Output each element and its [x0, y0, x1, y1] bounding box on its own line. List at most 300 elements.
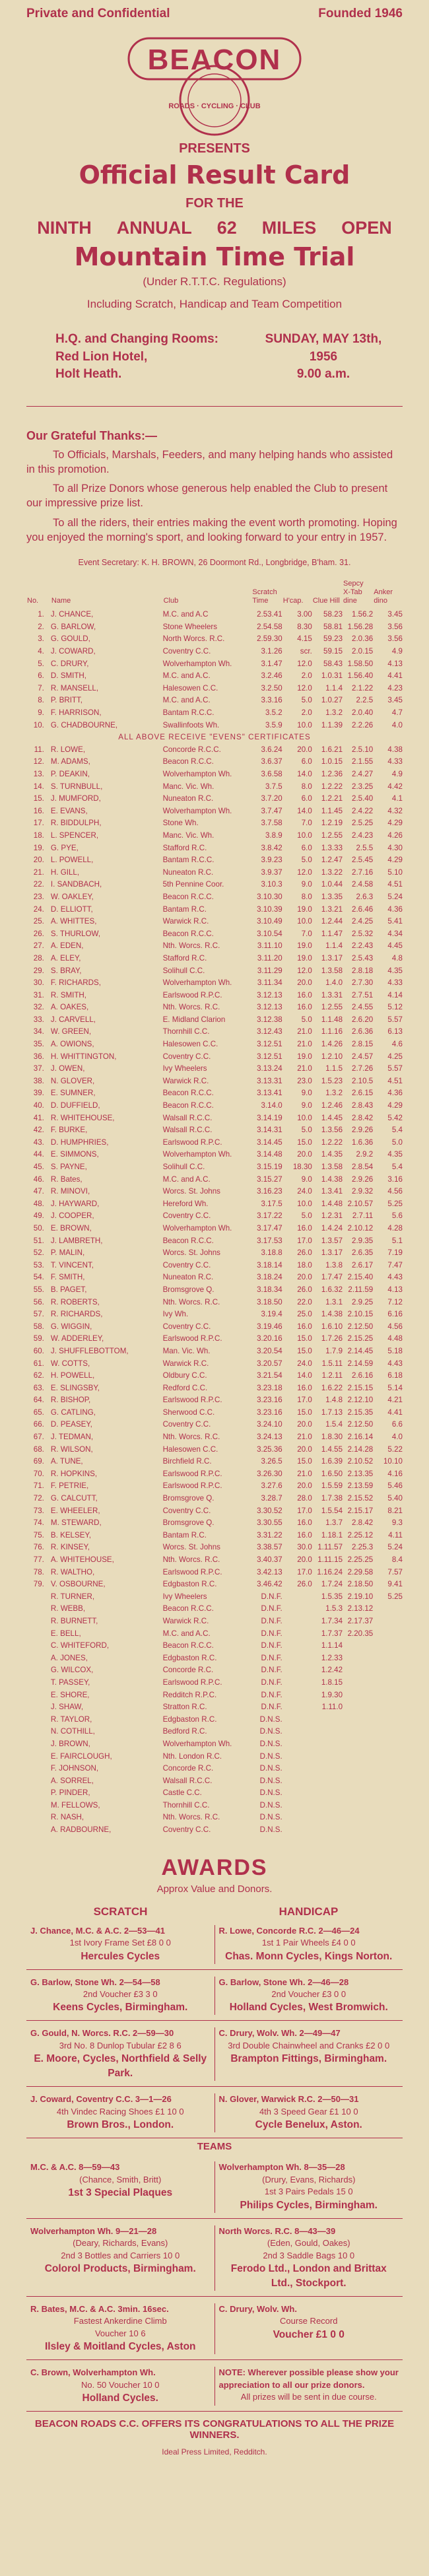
table-row — [26, 1345, 403, 1358]
award-right — [214, 1925, 403, 1964]
rider-name: R. HOPKINS, — [50, 1469, 98, 1478]
rider-number: 38. — [33, 1076, 44, 1085]
handicap: 5.0 — [301, 1126, 312, 1135]
table-row — [26, 1001, 403, 1014]
rider-name: R. WEBB, — [50, 1604, 86, 1613]
col-header: Anker dino — [374, 588, 393, 605]
rider-name: P. MALIN, — [50, 1248, 85, 1258]
award-line: C. Brown, Wolverhampton Wh. — [30, 2367, 156, 2378]
clue-hill-split: 1.3.17 — [321, 1248, 343, 1258]
evens-certificates-note: ALL ABOVE RECEIVE "EVENS" CERTIFICATES — [118, 733, 311, 742]
ankerdine-split: 5.10 — [387, 867, 403, 877]
ankerdine-split: 4.41 — [387, 671, 403, 681]
scratch-time: 3.40.37 — [257, 1555, 282, 1565]
sepcy-split: 2.5.10 — [352, 745, 374, 754]
rider-club: Wolverhampton Wh. — [162, 978, 232, 988]
award-right — [214, 1977, 403, 2016]
table-row — [26, 1664, 403, 1677]
award-line: (Drury, Evans, Richards) — [262, 2174, 356, 2185]
award-right — [214, 2225, 403, 2291]
clue-hill-split: 1.6.32 — [321, 1285, 343, 1294]
clue-hill-split: 1.0.31 — [321, 671, 343, 681]
scratch-time: D.N.F. — [261, 1604, 282, 1613]
ankerdine-split: 4.11 — [388, 1530, 403, 1540]
award-left — [26, 1925, 214, 1964]
ankerdine-split — [373, 1689, 403, 1702]
rider-name: G. GOULD, — [50, 634, 90, 644]
clue-hill-split: 58.81 — [323, 622, 343, 631]
scratch-time: 3.42.13 — [257, 1567, 282, 1576]
table-row — [26, 1100, 403, 1112]
sepcy-split — [343, 1677, 373, 1689]
clue-hill-split: 1.7.24 — [321, 1580, 343, 1589]
event-word: OPEN — [341, 218, 392, 238]
handicap: 17.0 — [297, 1506, 312, 1515]
ankerdine-split: 4.16 — [387, 1469, 403, 1478]
sepcy-split: 2.12.50 — [347, 1420, 374, 1429]
table-row — [26, 609, 403, 621]
award-line: Holland Cycles. — [82, 2392, 158, 2404]
handicap: 3.00 — [297, 610, 312, 619]
handicap: 14.0 — [297, 770, 312, 779]
rider-number — [26, 1615, 51, 1628]
clue-hill-split: 1.2.55 — [321, 1003, 343, 1012]
sepcy-split — [343, 1751, 373, 1763]
sepcy-split: 2.4.58 — [352, 880, 374, 889]
handicap — [282, 1775, 312, 1788]
scratch-time: 2.54.58 — [257, 622, 282, 631]
rider-name: A. SORREL, — [50, 1776, 94, 1785]
clue-hill-split: 58.23 — [323, 610, 343, 619]
hq-label: H.Q. and Changing Rooms: — [55, 332, 218, 346]
rider-name: P. BRITT, — [50, 696, 83, 705]
table-row — [26, 1456, 403, 1468]
scratch-time: 3.13.41 — [257, 1089, 282, 1098]
sepcy-split — [343, 1640, 373, 1652]
rider-number: 48. — [33, 1199, 44, 1208]
rider-club: Coventry C.C. — [162, 1420, 211, 1429]
scratch-time: 3.6.58 — [261, 770, 282, 779]
clue-hill-split: 1.3.21 — [321, 904, 343, 914]
award-line: Voucher £1 0 0 — [273, 2328, 345, 2340]
clue-hill-split: 1.2.47 — [321, 856, 343, 865]
award-left — [26, 2093, 214, 2132]
sepcy-split: 2.12.10 — [347, 1396, 374, 1405]
event-line — [26, 218, 403, 238]
table-row — [26, 1615, 403, 1628]
handicap: 15.0 — [297, 1346, 312, 1355]
award-line: M.C. & A.C. 8—59—43 — [30, 2162, 120, 2173]
rider-name: M. FELLOWS, — [50, 1800, 100, 1810]
rider-number: 45. — [33, 1163, 44, 1172]
rider-club: North Worcs. R.C. — [162, 634, 225, 644]
sepcy-split: 2.18.50 — [347, 1580, 374, 1589]
rider-name: N. GLOVER, — [50, 1076, 95, 1085]
rider-number: 3. — [38, 634, 44, 644]
date-line: 9.00 a.m. — [296, 367, 350, 382]
clue-hill-split: 1.0.15 — [321, 757, 343, 766]
handicap: 15.0 — [297, 1407, 312, 1417]
scratch-time: 3.20.57 — [257, 1359, 282, 1368]
handicap: 14.0 — [297, 806, 312, 815]
clue-hill-split: 1.2.10 — [321, 1052, 343, 1061]
sepcy-split: 2.7.26 — [352, 1064, 374, 1073]
rider-number: 46. — [33, 1174, 44, 1184]
scratch-time: 3.20.16 — [257, 1334, 282, 1343]
scratch-time: 3.11.20 — [257, 953, 282, 963]
sepcy-split: 2.10.57 — [347, 1199, 374, 1208]
ankerdine-split: 4.9 — [391, 647, 403, 656]
award-line: Cycle Benelux, Aston. — [255, 2119, 362, 2131]
scratch-time: 3.31.22 — [257, 1530, 282, 1540]
ankerdine-split: 4.29 — [387, 1101, 403, 1110]
table-row — [26, 744, 403, 757]
table-row — [26, 965, 403, 978]
scratch-time: 3.13.31 — [257, 1076, 282, 1085]
clue-hill-split: 1.3.2 — [325, 708, 343, 718]
table-row — [26, 768, 403, 781]
rider-name: I. SANDBACH, — [50, 880, 102, 889]
sepcy-split: 2.6.35 — [352, 1248, 374, 1258]
table-row — [26, 1223, 403, 1235]
rider-name: F. RICHARDS, — [50, 978, 101, 988]
award-right — [214, 2027, 403, 2081]
ankerdine-split — [373, 1677, 403, 1689]
handicap: 6.0 — [301, 757, 312, 766]
sepcy-split: 2.16.14 — [347, 1433, 374, 1442]
sepcy-split: 2.5.43 — [352, 953, 374, 963]
sepcy-split: 2.15.25 — [347, 1334, 374, 1343]
table-row — [26, 1480, 403, 1493]
rider-club: Coventry C.C. — [162, 1052, 211, 1061]
handicap: 18.0 — [297, 1260, 312, 1270]
handicap: 12.0 — [297, 867, 312, 877]
scratch-time: 3.14.0 — [261, 1101, 282, 1110]
rider-number: 8. — [38, 696, 44, 705]
ankerdine-split: 4.56 — [387, 1322, 403, 1331]
clue-hill-split: 1.2.22 — [321, 782, 343, 791]
clue-hill-split: 1.4.8 — [325, 1396, 343, 1405]
handicap: 21.0 — [297, 1433, 312, 1442]
handicap: 16.0 — [297, 1322, 312, 1331]
scratch-time: 3.20.54 — [257, 1346, 282, 1355]
award-line: 2nd 3 Bottles and Carriers 10 0 — [61, 2250, 180, 2260]
scratch-time: D.N.S. — [259, 1751, 282, 1761]
rider-club: Solihull C.C. — [162, 1163, 205, 1172]
clue-hill-split — [312, 1800, 343, 1812]
table-row — [26, 805, 403, 818]
rider-name: J. SHAW, — [50, 1703, 84, 1712]
table-row — [26, 1038, 403, 1051]
clue-hill-split: 1.6.50 — [321, 1469, 343, 1478]
ankerdine-split — [373, 1714, 403, 1726]
handicap: 16.0 — [297, 990, 312, 1000]
rider-club: Beacon R.C.C. — [162, 757, 214, 766]
rider-number: 71. — [33, 1481, 44, 1491]
table-row — [26, 977, 403, 990]
scratch-time: D.N.F. — [261, 1616, 282, 1625]
handicap: 20.0 — [297, 1420, 312, 1429]
rider-club: Beacon R.C.C. — [162, 929, 214, 938]
scratch-time: 3.46.42 — [257, 1580, 282, 1589]
handicap: 6.0 — [301, 843, 312, 852]
handicap: 21.0 — [297, 1064, 312, 1073]
clue-hill-split: 1.3.57 — [321, 1236, 343, 1245]
rider-number — [26, 1726, 51, 1738]
table-row — [26, 1493, 403, 1505]
handicap: 16.0 — [297, 1518, 312, 1528]
scratch-time: 3.9.37 — [261, 867, 282, 877]
clue-hill-split: 1.11.15 — [317, 1555, 343, 1565]
rider-number: 49. — [33, 1211, 44, 1221]
rider-name: J. BROWN, — [50, 1739, 90, 1748]
clue-hill-split: 59.15 — [323, 647, 343, 656]
rider-number: 78. — [33, 1567, 44, 1576]
scratch-time: 3.10.54 — [257, 929, 282, 938]
rider-name: G. CALCUTT, — [50, 1494, 98, 1503]
hq-line: Red Lion Hotel, — [55, 349, 148, 364]
rider-club: Worcs. St. Johns — [162, 1248, 220, 1258]
rider-name: A. EDEN, — [50, 941, 84, 951]
award-line: North Worcs. R.C. 8—43—39 — [218, 2225, 336, 2236]
rider-club: Bromsgrove Q. — [162, 1285, 214, 1294]
handicap: 20.0 — [297, 745, 312, 754]
handicap — [282, 1763, 312, 1775]
clue-hill-split — [312, 1738, 343, 1751]
rider-club: M.C. and A.C. — [162, 671, 211, 681]
ankerdine-split: 4.48 — [387, 1334, 403, 1343]
sepcy-split — [343, 1738, 373, 1751]
table-row — [26, 1652, 403, 1665]
handicap: 7.0 — [301, 929, 312, 938]
thanks-heading: Our Grateful Thanks:— — [26, 428, 158, 442]
congratulations-footer: BEACON ROADS C.C. OFFERS ITS CONGRATULATIONS TO ALL THE PRIZE WINNERS. — [26, 2411, 403, 2441]
award-line: C. Drury, Wolv. Wh. 2—49—47 — [218, 2028, 341, 2039]
ankerdine-split: 6.16 — [387, 1310, 403, 1319]
handicap: 9.0 — [301, 880, 312, 889]
handicap — [282, 1689, 312, 1702]
ankerdine-split: 5.14 — [387, 1383, 403, 1392]
sepcy-split: 2.9.26 — [352, 1174, 374, 1184]
scratch-time: 3.1.26 — [261, 647, 282, 656]
ankerdine-split: 4.13 — [387, 659, 403, 668]
sepcy-split: 2.11.59 — [348, 1285, 374, 1294]
rider-club: Walsall R.C.C. — [162, 1113, 213, 1122]
rider-number: 44. — [33, 1150, 44, 1159]
sepcy-split: 2.8.43 — [352, 1101, 374, 1110]
rider-name: F. PETRIE, — [50, 1481, 89, 1491]
award-line: (Chance, Smith, Britt) — [79, 2174, 162, 2185]
award-line: 4th 3 Speed Gear £1 10 0 — [259, 2106, 358, 2117]
clue-hill-split: 1.11.0 — [321, 1703, 343, 1712]
rider-name: V. OSBOURNE, — [50, 1580, 106, 1589]
clue-hill-split: 1.6.10 — [321, 1322, 343, 1331]
award-right — [214, 2093, 403, 2132]
table-row — [26, 1640, 403, 1652]
clue-hill-split: 1.5.3 — [325, 1604, 343, 1613]
clue-hill-split — [312, 1787, 343, 1800]
sepcy-split: 2.20.35 — [347, 1629, 374, 1638]
rider-name: W. OAKLEY, — [50, 892, 94, 901]
rider-club: Stafford R.C. — [162, 953, 207, 963]
ankerdine-split — [373, 1751, 403, 1763]
ankerdine-split — [373, 1787, 403, 1800]
rider-club: Wolverhampton Wh. — [162, 659, 232, 668]
rider-name: F. JOHNSON, — [50, 1764, 99, 1773]
rider-name: A. OWIONS, — [50, 1040, 94, 1049]
handicap: 20.0 — [297, 1555, 312, 1565]
award-line: Philips Cycles, Birmingham. — [240, 2199, 378, 2211]
rider-number: 26. — [33, 929, 44, 938]
handicap — [282, 1640, 312, 1652]
handicap: 21.0 — [297, 1027, 312, 1036]
awards-title: AWARDS — [161, 1854, 268, 1880]
scratch-time: 3.6.37 — [261, 757, 282, 766]
handicap: 17.0 — [297, 1236, 312, 1245]
rider-name: N. COTHILL, — [50, 1727, 95, 1736]
clue-hill-split: 1.1.16 — [321, 1027, 343, 1036]
handicap: 10.0 — [297, 917, 312, 926]
rider-club: Concorde R.C. — [162, 1666, 214, 1675]
table-row — [26, 1591, 403, 1604]
rider-name: T. VINCENT, — [50, 1260, 94, 1270]
rider-name: E. SHORE, — [50, 1690, 90, 1699]
ankerdine-split: 9.3 — [391, 1518, 403, 1528]
col-header: Name — [51, 596, 71, 605]
handicap: 9.0 — [301, 1089, 312, 1098]
clue-hill-split: 1.5.35 — [321, 1592, 343, 1601]
award-line: 2nd Voucher £3 3 0 — [82, 1989, 158, 2000]
sepcy-split: 2.4.55 — [352, 1003, 374, 1012]
rider-club: Beacon R.C.C. — [162, 1089, 214, 1098]
clue-hill-split: 1.9.30 — [321, 1690, 343, 1699]
scratch-time: 3.23.16 — [257, 1396, 282, 1405]
handicap: 6.0 — [301, 794, 312, 803]
rider-name: R. KINSEY, — [50, 1543, 90, 1552]
rider-number: 54. — [33, 1273, 44, 1282]
printer-credit: Ideal Press Limited, Redditch. — [162, 2447, 267, 2457]
table-row — [26, 621, 403, 634]
table-row — [26, 1271, 403, 1284]
scratch-time: 3.23.18 — [257, 1383, 282, 1392]
scratch-time: 3.19.4 — [261, 1310, 282, 1319]
rider-name: M. ADAMS, — [50, 757, 90, 766]
handicap: 24.0 — [297, 1187, 312, 1196]
ankerdine-split: 6.18 — [387, 1371, 403, 1380]
handicap — [282, 1701, 312, 1714]
ankerdine-split: 5.25 — [387, 1199, 403, 1208]
handicap — [282, 1652, 312, 1665]
sepcy-split: 2.4.57 — [352, 1052, 374, 1061]
table-row — [26, 1124, 403, 1137]
scratch-time: D.N.S. — [259, 1764, 282, 1773]
rider-name: J. MUMFORD, — [50, 794, 101, 803]
rider-club: Sherwood C.C. — [162, 1407, 215, 1417]
rider-club: Earlswood R.P.C. — [162, 1678, 222, 1687]
rider-club: Ivy Wheelers — [162, 1064, 207, 1073]
rider-number: 58. — [33, 1322, 44, 1331]
table-row — [26, 1578, 403, 1591]
scratch-time: D.N.F. — [261, 1703, 282, 1712]
rider-number — [26, 1787, 51, 1800]
teams-heading: TEAMS — [26, 2138, 403, 2155]
sepcy-split: 2.6.16 — [352, 1371, 374, 1380]
rider-number: 17. — [33, 819, 44, 828]
rules-note: (Under R.T.T.C. Regulations) — [143, 275, 286, 288]
scratch-time: 3.7.5 — [265, 782, 282, 791]
ankerdine-split: 5.24 — [387, 1543, 403, 1552]
clue-hill-split: 1.5.11 — [321, 1359, 343, 1368]
handicap: 22.0 — [297, 1297, 312, 1306]
handicap: 14.0 — [297, 1371, 312, 1380]
handicap: 5.0 — [301, 1015, 312, 1024]
rider-club: Oldbury C.C. — [162, 1371, 207, 1380]
table-row — [26, 633, 403, 646]
scratch-time: 3.18.24 — [257, 1273, 282, 1282]
rider-club: Halesowen C.C. — [162, 1040, 218, 1049]
rider-club: Edgbaston R.C. — [162, 1653, 217, 1662]
scratch-time: 2.59.30 — [257, 634, 282, 644]
scratch-time: D.N.S. — [259, 1800, 282, 1810]
scratch-time: 3.5.9 — [265, 720, 282, 729]
handicap — [282, 1664, 312, 1677]
rider-name: J. TEDMAN, — [50, 1433, 94, 1442]
table-row — [26, 1087, 403, 1100]
scratch-time: 3.17.22 — [257, 1211, 282, 1221]
scratch-time: 3.8.42 — [261, 843, 282, 852]
ankerdine-split: 4.56 — [387, 1187, 403, 1196]
rider-number: 61. — [33, 1359, 44, 1368]
rider-name: W. ADDERLEY, — [50, 1334, 104, 1343]
sepcy-split: 2.5.40 — [352, 794, 374, 803]
handicap — [282, 1812, 312, 1824]
rider-club: Redditch R.P.C. — [162, 1690, 217, 1699]
clue-hill-split: 1.0.27 — [321, 696, 343, 705]
rider-number: 59. — [33, 1334, 44, 1343]
rider-club: Stone Wh. — [162, 819, 199, 828]
rider-club: Manc. Vic. Wh. — [162, 782, 214, 791]
award-line: Colorol Products, Birmingham. — [44, 2263, 196, 2275]
handicap — [282, 1603, 312, 1615]
rider-name: J. CARVELL, — [50, 1015, 96, 1024]
rider-name: R. WALTHO, — [50, 1567, 95, 1576]
results-group-b — [26, 744, 403, 1235]
scratch-time: 3.12.51 — [257, 1052, 282, 1061]
scratch-time: 3.12.51 — [257, 1040, 282, 1049]
rider-name: W. GREEN, — [50, 1027, 92, 1036]
rider-name: R. MINOVI, — [50, 1187, 90, 1196]
ankerdine-split: 4.7 — [391, 708, 403, 718]
rider-number: 70. — [33, 1469, 44, 1478]
rider-club: Concorde R.C.C. — [162, 745, 221, 754]
table-row — [26, 1689, 403, 1702]
table-row — [26, 854, 403, 867]
rider-name: J. LAMBRETH, — [50, 1236, 103, 1245]
sepcy-split — [343, 1763, 373, 1775]
rider-number: 69. — [33, 1457, 44, 1466]
sepcy-split: 2.15.35 — [347, 1407, 374, 1417]
clue-hill-split — [312, 1775, 343, 1788]
sepcy-split: 2.6.46 — [352, 904, 374, 914]
rider-number — [26, 1603, 51, 1615]
clue-hill-split: 1.1.39 — [321, 720, 343, 729]
rider-name: R. LOWE, — [50, 745, 86, 754]
handicap: 12.0 — [297, 683, 312, 693]
clue-hill-split: 1.3.2 — [325, 1089, 343, 1098]
clue-hill-split: 1.11.57 — [317, 1543, 343, 1552]
rider-name: S. BRAY, — [50, 966, 82, 975]
rider-name: R. TAYLOR, — [50, 1714, 92, 1724]
